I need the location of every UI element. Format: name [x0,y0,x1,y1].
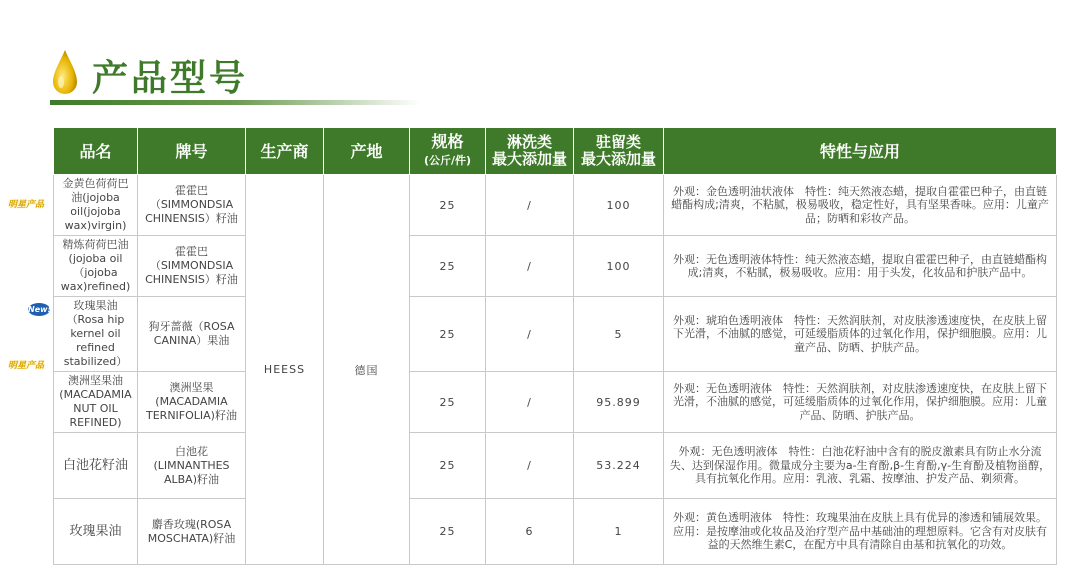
leave-cell: 100 [574,236,664,297]
rinse-cell: / [486,372,574,433]
header-spec-line1: 规格 [431,132,464,151]
features-cell: 外观：无色透明液体特性：纯天然液态蜡，提取自霍霍巴种子，由直链蜡酯构成;清爽，不粘腻，极易吸收。应用：用于头发，化妆品和护肤产品中。 [664,236,1057,297]
header-origin: 产地 [324,128,410,175]
product-brand: 霍霍巴（SIMMONDSIA CHINENSIS）籽油 [138,236,246,297]
header-spec-line2: (公斤/件) [423,154,472,167]
header-rinse [486,128,574,175]
table-row [54,372,1057,433]
product-brand: 白池花(LIMNANTHES ALBA)籽油 [138,433,246,499]
leave-cell: 53.224 [574,433,664,499]
product-name: 金黄色荷荷巴油(jojoba oil(jojoba wax)virgin) [54,175,138,236]
new-badge: New! [28,305,52,314]
product-name: 白池花籽油 [54,433,138,499]
spec-cell: 25 [410,433,486,499]
header-brand: 牌号 [138,128,246,175]
product-table [53,127,1057,565]
title-underline [50,100,420,105]
leave-cell: 95.899 [574,372,664,433]
product-name: 玫瑰果油 [54,499,138,565]
rinse-cell: / [486,297,574,372]
product-name: 精炼荷荷巴油(jojoba oil（jojoba wax)refined) [54,236,138,297]
header-rinse-line2: 最大添加量 [491,150,567,168]
star-product-badge: 明星产品 [8,200,45,210]
product-brand: 狗牙蔷薇（ROSA CANINA）果油 [138,297,246,372]
leave-cell: 5 [574,297,664,372]
table-row [54,297,1057,372]
table-row [54,175,1057,236]
features-cell: 外观：无色透明液体 特性：天然润肤剂，对皮肤渗透速度快，在皮肤上留下光滑，不油腻的感觉，可延缓脂质体的过氧化作用，保护细胞膜。应用：儿童产品、防晒、护肤产品。 [664,372,1057,433]
table-row [54,236,1057,297]
spec-cell: 25 [410,297,486,372]
maker-cell: HEESS [246,175,324,565]
product-brand: 麝香玫瑰(ROSA MOSCHATA)籽油 [138,499,246,565]
header-features: 特性与应用 [664,128,1057,175]
features-cell: 外观：琥珀色透明液体 特性：天然润肤剂，对皮肤渗透速度快，在皮肤上留下光滑，不油腻的感觉，可延缓脂质体的过氧化作用，保护细胞膜。应用：儿童产品、防晒、护肤产品。 [664,297,1057,372]
product-name: 澳洲坚果油(MACADAMIA NUT OIL REFINED) [54,372,138,433]
rinse-cell: / [486,236,574,297]
table-header-row [54,128,1057,175]
header-rinse-line1: 淋洗类 [506,133,552,151]
spec-cell: 25 [410,499,486,565]
rinse-cell: / [486,433,574,499]
oil-drop-icon [50,48,80,98]
star-product-badge: 明星产品 [8,361,45,371]
table-row [54,499,1057,565]
header-maker: 生产商 [246,128,324,175]
header-leave [574,128,664,175]
page-header [50,48,420,110]
features-cell: 外观：金色透明油状液体 特性：纯天然液态蜡，提取自霍霍巴种子，由直链蜡酯构成;清爽，不粘腻，极易吸收，稳定性好，具有坚果香味。应用：儿童产品；防晒和彩妆产品。 [664,175,1057,236]
header-leave-line2: 最大添加量 [580,150,656,168]
rinse-cell: 6 [486,499,574,565]
origin-cell: 德国 [324,175,410,565]
rinse-cell: / [486,175,574,236]
product-name: 玫瑰果油（Rosa hip kernel oil refined stabilized） [54,297,138,372]
leave-cell: 1 [574,499,664,565]
features-cell: 外观：黄色透明液体 特性：玫瑰果油在皮肤上具有优异的渗透和铺展效果。应用：是按摩油或化妆品及治疗型产品中基础油的理想原料。它含有对皮肤有益的天然维生素C，在配方中具有清除自由基和抗氧化的功效。 [664,499,1057,565]
leave-cell: 100 [574,175,664,236]
spec-cell: 25 [410,372,486,433]
spec-cell: 25 [410,236,486,297]
product-brand: 霍霍巴（SIMMONDSIA CHINENSIS）籽油 [138,175,246,236]
table-row [54,433,1057,499]
product-brand: 澳洲坚果(MACADAMIA TERNIFOLIA)籽油 [138,372,246,433]
page-title: 产品型号 [92,58,249,99]
header-name: 品名 [54,128,138,175]
header-spec [410,128,486,175]
features-cell: 外观：无色透明液体 特性：白池花籽油中含有的脱皮激素具有防止水分流失、达到保湿作用。微量成分主要为a-生育酚,β-生育酚,γ-生育酚及植物甾醇，具有抗氧化作用。应用：乳液、乳霜、按摩油、护发产品、剃须膏。 [664,433,1057,499]
spec-cell: 25 [410,175,486,236]
header-leave-line1: 驻留类 [595,133,641,151]
